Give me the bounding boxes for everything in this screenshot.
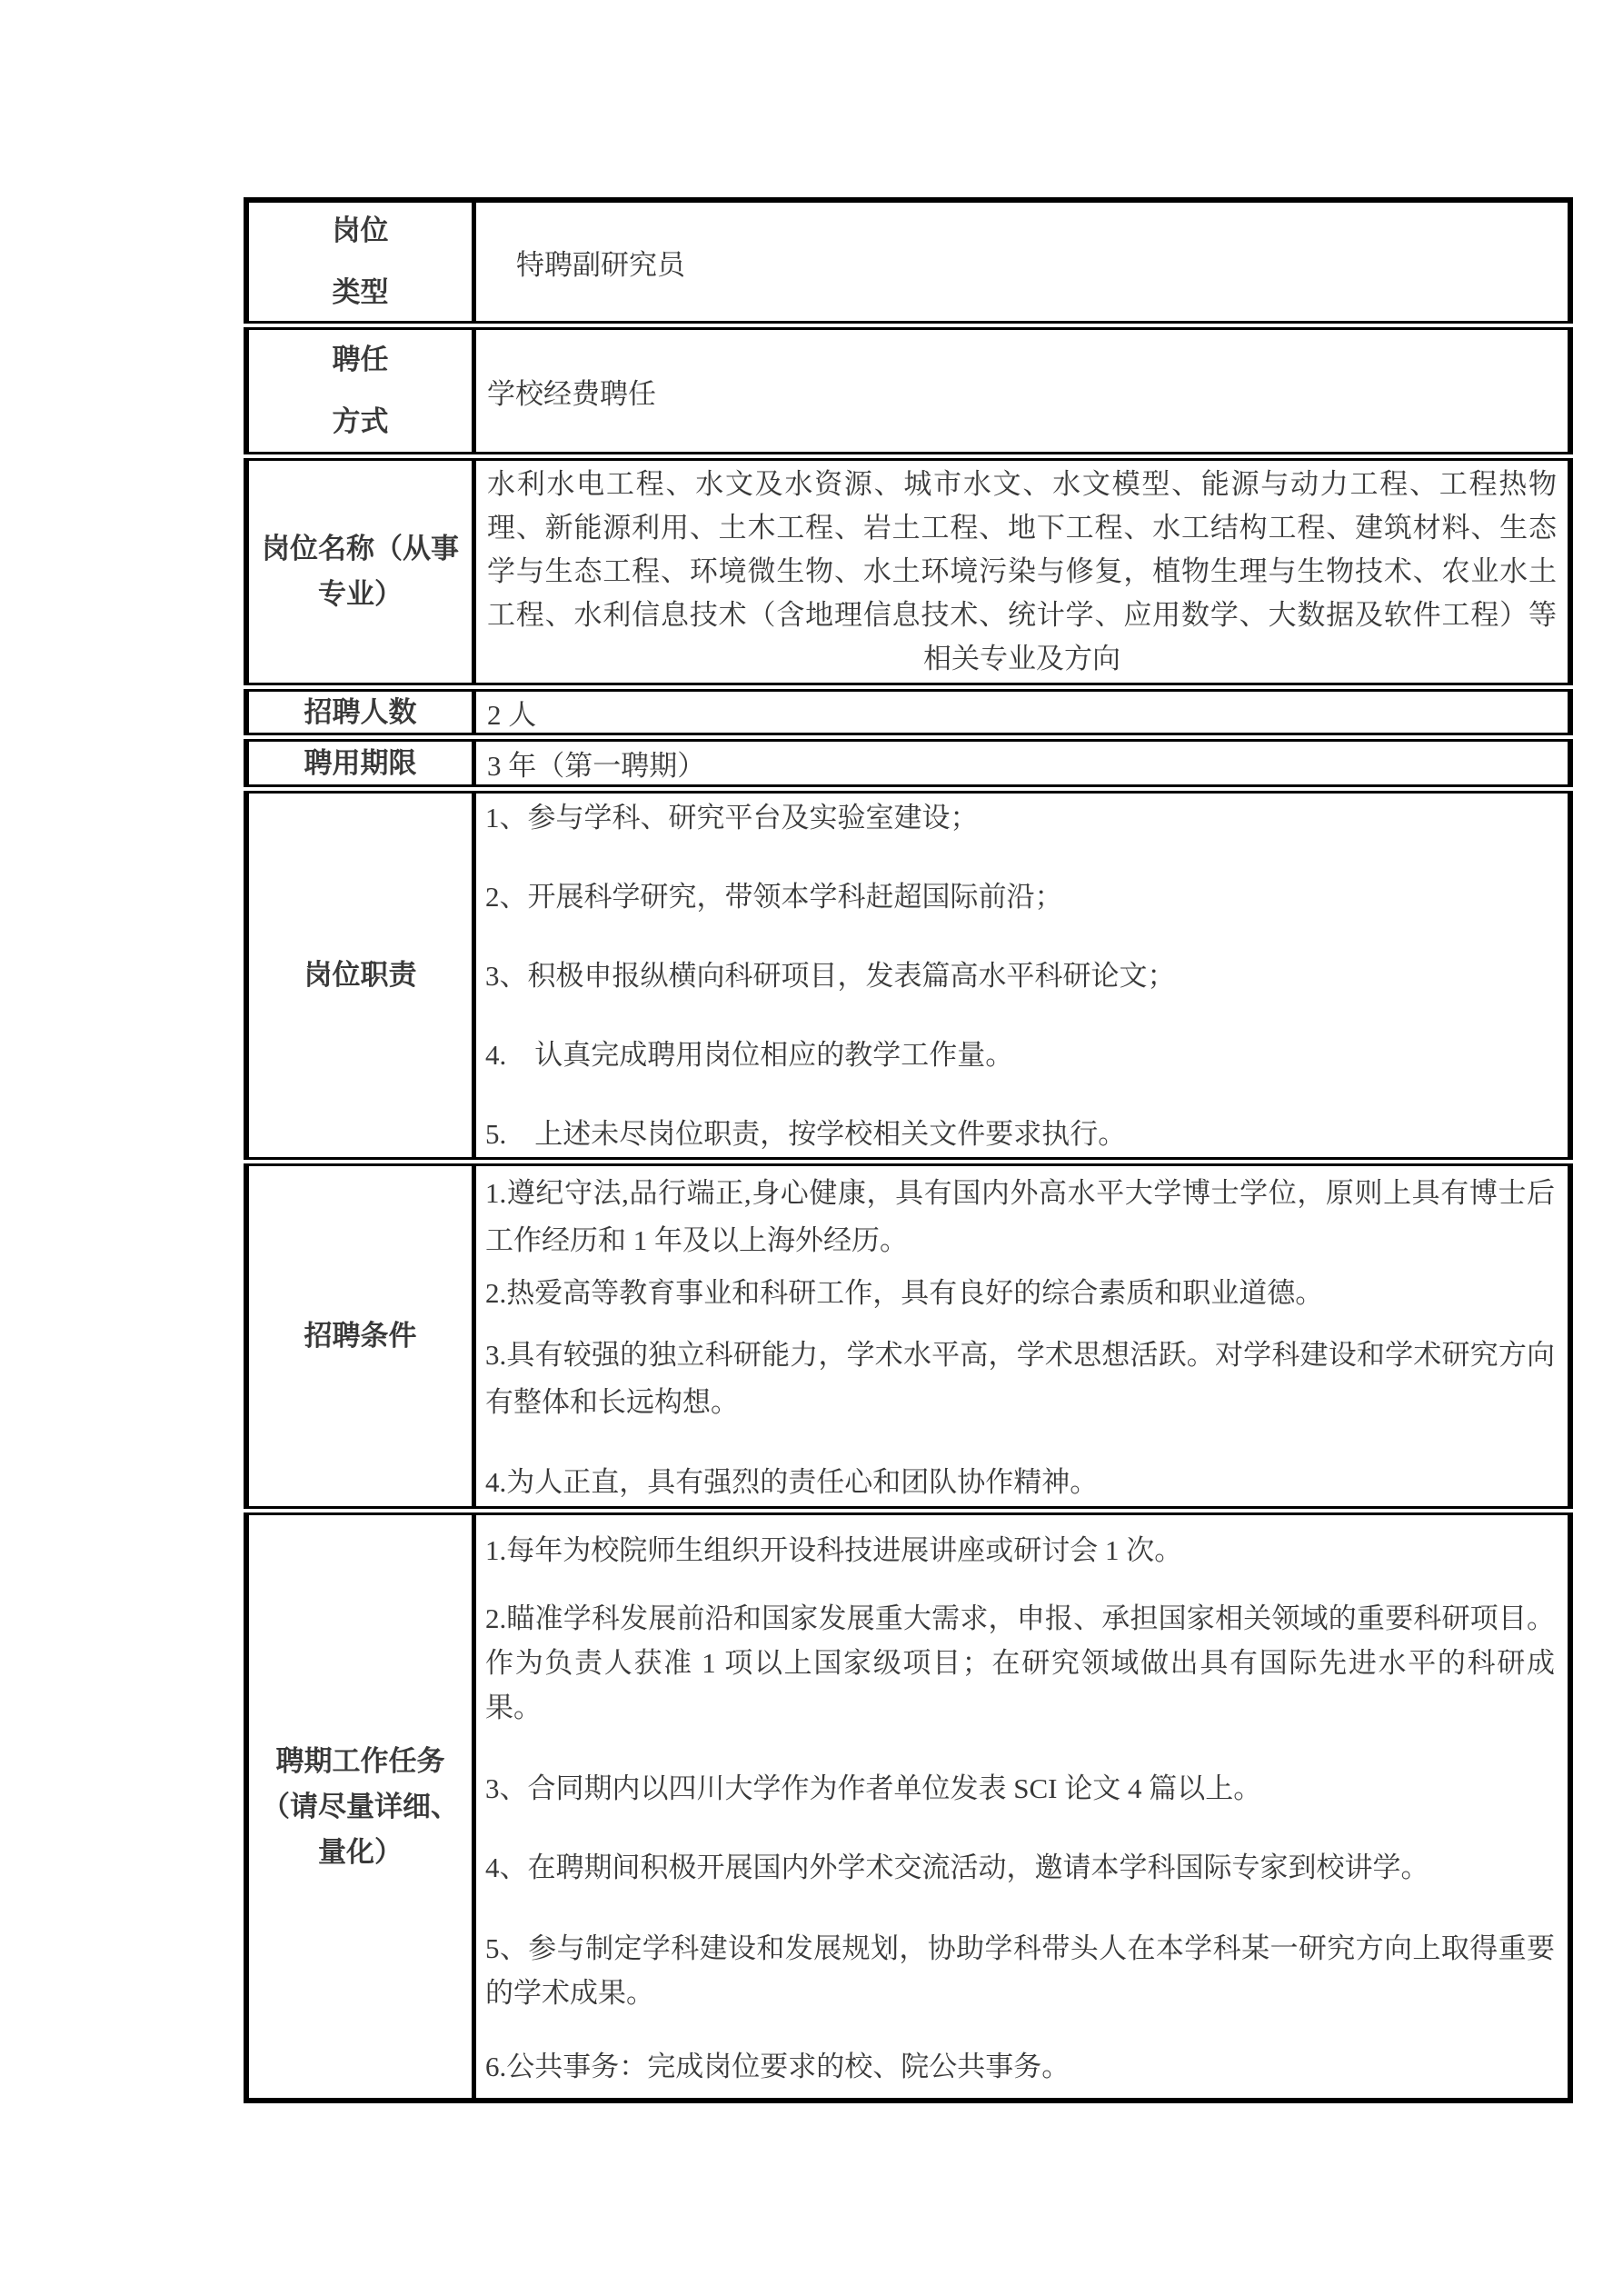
task-item: 6.公共事务：完成岗位要求的校、院公共事务。: [485, 2051, 1070, 2082]
label-line: 方式: [332, 405, 389, 437]
label-line: 类型: [332, 276, 389, 308]
job-posting-table: [244, 197, 1573, 2103]
job-duty-item: 4. 认真完成聘用岗位相应的教学工作量。: [485, 1039, 1014, 1071]
label-line: 量化）: [318, 1835, 403, 1868]
employment-term-value: 3 年（第一聘期）: [474, 737, 1571, 789]
table-row-employment-term: [246, 737, 1570, 789]
job-duty-item: 1、参与学科、研究平台及实验室建设；: [485, 802, 979, 834]
row-label-employment-term: 聘用期限: [246, 737, 474, 789]
job-duties-list: [474, 789, 1571, 1162]
requirement-item: 4.为人正直，具有强烈的责任心和团队协作精神。: [485, 1466, 1099, 1498]
job-duty-item: 2、开展科学研究，带领本学科赶超国际前沿；: [485, 881, 1063, 913]
task-item: 3、合同期内以四川大学作为作者单位发表 SCI 论文 4 篇以上。: [485, 1772, 1262, 1804]
task-item: 4、在聘期间积极开展国内外学术交流活动，邀请本学科国际专家到校讲学。: [485, 1852, 1429, 1883]
label-line: 聘任: [332, 344, 389, 375]
task-item: 2.瞄准学科发展前沿和国家发展重大需求，申报、承担国家相关领域的重要科研项目。作为负责人获准 1 项以上国家级项目；在研究领域做出具有国际先进水平的科研成果。: [485, 1602, 1555, 1723]
table-row-job-duties: [246, 789, 1570, 1162]
label-line: 聘期工作任务: [275, 1744, 445, 1777]
label-line: 岗位名称（从事: [262, 533, 459, 564]
label-line: 专业）: [318, 578, 403, 610]
requirement-item: 1.遵纪守法,品行端正,身心健康，具有国内外高水平大学博士学位，原则上具有博士后工作经历和 1 年及以上海外经历。: [485, 1177, 1555, 1256]
row-label-employment-method: [249, 340, 472, 442]
label-line: 岗位: [332, 215, 389, 246]
recruitment-count-value: 2 人: [474, 687, 1571, 737]
job-duty-item: 5. 上述未尽岗位职责，按学校相关文件要求执行。: [485, 1118, 1127, 1150]
recruitment-requirements-list: [474, 1162, 1571, 1511]
task-item: 5、参与制定学科建设和发展规划，协助学科带头人在本学科某一研究方向上取得重要的学术成果。: [485, 1932, 1555, 2009]
row-label-position-name: [249, 526, 472, 617]
row-label-position-type: [249, 211, 472, 313]
table-row-position-name: [246, 456, 1570, 687]
table-row-employment-method: [246, 325, 1570, 456]
task-item: 1.每年为校院师生组织开设科技进展讲座或研讨会 1 次。: [485, 1534, 1183, 1566]
row-label-term-tasks: [249, 1739, 472, 1875]
requirement-item: 2.热爱高等教育事业和科研工作，具有良好的综合素质和职业道德。: [485, 1277, 1324, 1309]
position-type-value: 特聘副研究员: [474, 200, 1571, 325]
table-row-recruitment-count: [246, 687, 1570, 737]
table-row-position-type: [246, 200, 1570, 325]
row-label-recruitment-count: 招聘人数: [246, 687, 474, 737]
requirement-item: 3.具有较强的独立科研能力，学术水平高，学术思想活跃。对学科建设和学术研究方向有整体和长远构想。: [485, 1339, 1555, 1418]
label-line: （请尽量详细、: [262, 1790, 459, 1822]
table-row-term-tasks: [246, 1511, 1570, 2101]
employment-method-value: 学校经费聘任: [474, 325, 1571, 456]
row-label-job-duties: 岗位职责: [246, 789, 474, 1162]
row-label-recruitment-requirements: 招聘条件: [246, 1162, 474, 1511]
job-duty-item: 3、积极申报纵横向科研项目，发表篇高水平科研论文；: [485, 960, 1176, 992]
table-row-recruitment-requirements: [246, 1162, 1570, 1511]
position-name-value: 水利水电工程、水文及水资源、城市水文、水文模型、能源与动力工程、工程热物理、新能源利用、土木工程、岩土工程、地下工程、水工结构工程、建筑材料、生态学与生态工程、环境微生物、水土环境污染与修复，植物生理与生物技术、农业水土工程、水利信息技术（含地理信息技术、统计学、应用数学、大数据及软件工程）等相关专业及方向: [474, 456, 1571, 687]
term-tasks-list: [474, 1511, 1571, 2101]
